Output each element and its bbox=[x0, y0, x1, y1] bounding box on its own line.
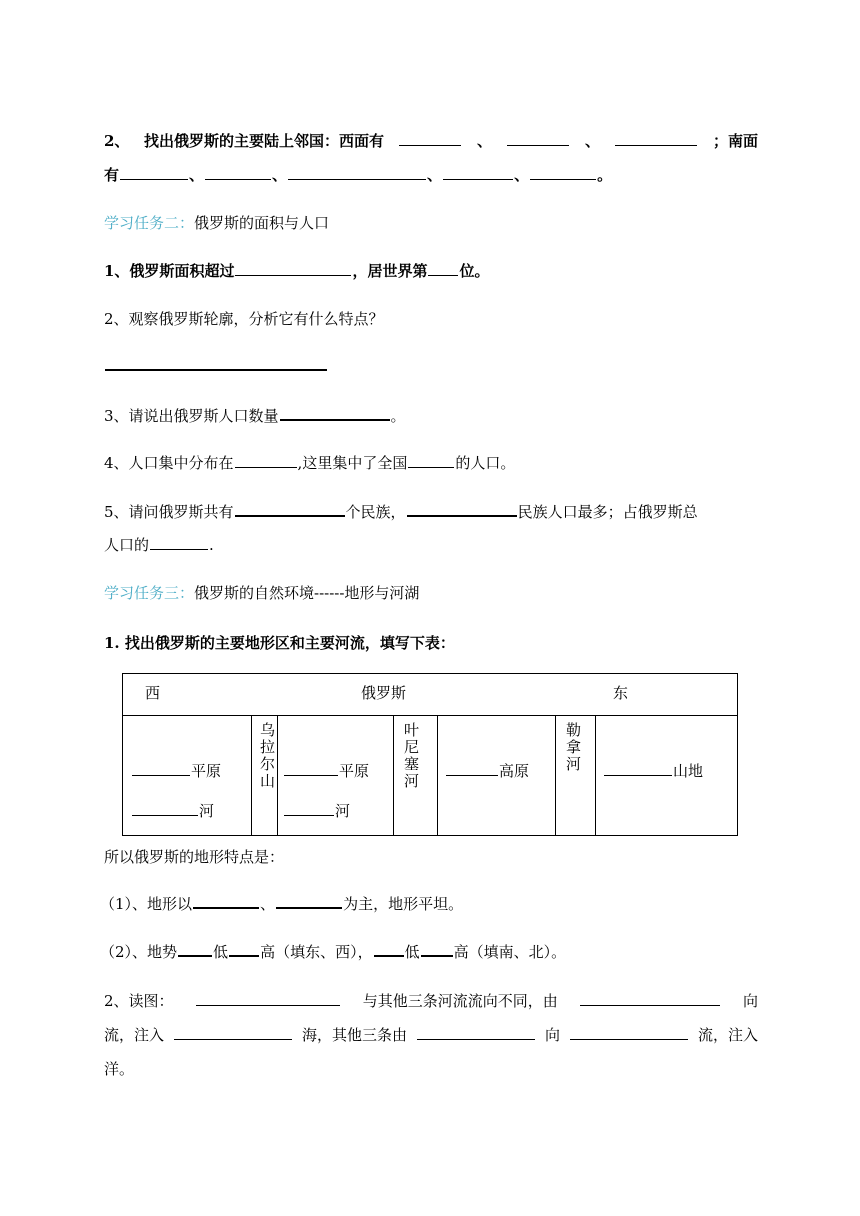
question-text: 高（填东、西）， bbox=[260, 943, 373, 961]
separator: 、 bbox=[584, 132, 600, 150]
question-text: ，居世界第 bbox=[352, 262, 428, 280]
separator: 、 bbox=[514, 166, 530, 184]
blank-field[interactable] bbox=[193, 892, 259, 909]
blank-field[interactable] bbox=[174, 1024, 292, 1040]
terrain-feature-2 bbox=[100, 940, 566, 963]
question-text: 流，注入 bbox=[104, 1026, 165, 1044]
river-cell-2 bbox=[283, 800, 350, 821]
column-divider bbox=[595, 716, 596, 835]
blank-field[interactable] bbox=[178, 940, 212, 957]
question-text: 为主，地形平坦。 bbox=[343, 895, 464, 913]
blank-field[interactable] bbox=[570, 1024, 688, 1040]
question-text: （1）、地形以 bbox=[100, 895, 193, 913]
blank-field[interactable] bbox=[507, 130, 569, 146]
blank-field[interactable] bbox=[446, 760, 498, 776]
plain-label: 平原 bbox=[191, 762, 222, 780]
river-direction-line-1 bbox=[104, 990, 758, 1012]
blank-field[interactable] bbox=[428, 260, 458, 276]
mountain-cell bbox=[603, 760, 703, 781]
task-title: 俄罗斯的自然环境------地形与河湖 bbox=[194, 584, 420, 602]
blank-field[interactable] bbox=[105, 354, 327, 371]
blank-field[interactable] bbox=[374, 940, 404, 957]
blank-field[interactable] bbox=[132, 800, 198, 816]
question-text: 低 bbox=[213, 943, 229, 961]
column-divider bbox=[277, 716, 278, 835]
header-west: 西 bbox=[145, 684, 161, 702]
question-text: 人口的 bbox=[104, 536, 150, 554]
question-text: 低 bbox=[404, 943, 420, 961]
question-text: 1、俄罗斯面积超过 bbox=[104, 262, 235, 280]
separator: 、 bbox=[427, 166, 443, 184]
question-number: 2、 bbox=[104, 132, 130, 150]
blank-field[interactable] bbox=[615, 130, 697, 146]
blank-field[interactable] bbox=[150, 534, 208, 550]
ethnic-question-line-1 bbox=[104, 500, 698, 523]
terrain-table bbox=[122, 673, 738, 836]
plateau-label: 高原 bbox=[499, 762, 530, 780]
separator: 、 bbox=[189, 166, 205, 184]
separator: 、 bbox=[272, 166, 288, 184]
question-text: 向 bbox=[544, 1026, 560, 1044]
question-text: 5、请问俄罗斯共有 bbox=[104, 503, 234, 521]
blank-field[interactable] bbox=[235, 500, 345, 517]
blank-field[interactable] bbox=[421, 940, 453, 957]
question-text: 找出俄罗斯的主要陆上邻国：西面有 bbox=[143, 132, 384, 150]
ural-mountains-label: 乌拉尔山 bbox=[258, 722, 276, 790]
question-text: 民族人口最多；占俄罗斯总 bbox=[517, 503, 698, 521]
river-direction-line-3 bbox=[104, 1058, 134, 1080]
question-text: 1. 找出俄罗斯的主要地形区和主要河流，填写下表： bbox=[104, 634, 455, 652]
blank-field[interactable] bbox=[417, 1024, 535, 1040]
question-text: 2、读图： bbox=[104, 992, 174, 1010]
question-text: （2）、地势 bbox=[100, 943, 178, 961]
yenisei-river-label: 叶尼塞河 bbox=[402, 722, 420, 790]
question-text: 向 bbox=[742, 992, 758, 1010]
ethnic-question-line-2 bbox=[104, 534, 214, 556]
blank-field[interactable] bbox=[276, 892, 342, 909]
lena-river-label: 勒拿河 bbox=[564, 722, 582, 773]
table-header-row bbox=[123, 674, 737, 716]
task2-heading bbox=[104, 212, 329, 234]
distribution-question bbox=[104, 452, 515, 474]
outline-question bbox=[104, 308, 384, 330]
blank-field[interactable] bbox=[284, 800, 334, 816]
plain-cell-2 bbox=[283, 760, 369, 781]
blank-field[interactable] bbox=[530, 164, 596, 180]
blank-field[interactable] bbox=[399, 130, 461, 146]
terrain-summary bbox=[104, 846, 284, 868]
blank-field[interactable] bbox=[408, 452, 454, 468]
header-east: 东 bbox=[613, 684, 629, 702]
terrain-table-question bbox=[104, 632, 455, 654]
question-text: 3、请说出俄罗斯人口数量 bbox=[104, 407, 279, 425]
question-text: ,这里集中了全国 bbox=[297, 454, 408, 472]
neighbors-line-1 bbox=[104, 130, 758, 152]
question-text: 个民族， bbox=[345, 503, 406, 521]
header-russia: 俄罗斯 bbox=[361, 684, 407, 702]
separator: 、 bbox=[260, 895, 276, 913]
river-label: 河 bbox=[335, 802, 351, 820]
column-divider bbox=[251, 716, 252, 835]
blank-field[interactable] bbox=[235, 452, 297, 468]
question-text: 的人口。 bbox=[455, 454, 516, 472]
separator: 、 bbox=[476, 132, 492, 150]
blank-field[interactable] bbox=[235, 260, 351, 276]
neighbors-line-2 bbox=[104, 164, 612, 186]
question-text: 流，注入 bbox=[697, 1026, 758, 1044]
question-text: 4、人口集中分布在 bbox=[104, 454, 234, 472]
terrain-feature-1 bbox=[100, 892, 463, 915]
question-text: 位。 bbox=[459, 262, 490, 280]
task-label: 学习任务三： bbox=[104, 584, 195, 602]
outline-answer-line bbox=[104, 354, 328, 377]
separator: 。 bbox=[597, 166, 613, 184]
blank-field[interactable] bbox=[580, 990, 720, 1006]
blank-field[interactable] bbox=[205, 164, 271, 180]
blank-field[interactable] bbox=[120, 164, 188, 180]
plain-label: 平原 bbox=[339, 762, 370, 780]
river-direction-line-2 bbox=[104, 1024, 758, 1046]
question-text: 海，其他三条由 bbox=[301, 1026, 407, 1044]
blank-field[interactable] bbox=[288, 164, 426, 180]
river-label: 河 bbox=[199, 802, 215, 820]
question-text: ；南面 bbox=[712, 132, 758, 150]
question-text: . bbox=[209, 536, 214, 554]
question-text: 。 bbox=[390, 407, 406, 425]
blank-field[interactable] bbox=[443, 164, 513, 180]
area-question bbox=[104, 260, 489, 282]
task-label: 学习任务二： bbox=[104, 214, 195, 232]
question-text: 所以俄罗斯的地形特点是： bbox=[104, 848, 285, 866]
column-divider bbox=[555, 716, 556, 835]
river-cell-1 bbox=[131, 800, 214, 821]
population-question bbox=[104, 404, 406, 427]
task3-heading bbox=[104, 582, 419, 604]
blank-field[interactable] bbox=[229, 940, 259, 957]
column-divider bbox=[437, 716, 438, 835]
question-text: 有 bbox=[104, 166, 120, 184]
blank-field[interactable] bbox=[284, 760, 338, 776]
plain-cell-1 bbox=[131, 760, 221, 781]
blank-field[interactable] bbox=[604, 760, 672, 776]
column-divider bbox=[393, 716, 394, 835]
blank-field[interactable] bbox=[132, 760, 190, 776]
blank-field[interactable] bbox=[196, 990, 340, 1006]
question-text: 洋。 bbox=[104, 1060, 135, 1078]
task-title: 俄罗斯的面积与人口 bbox=[194, 214, 330, 232]
plateau-cell bbox=[445, 760, 529, 781]
question-text: 与其他三条河流流向不同，由 bbox=[362, 992, 558, 1010]
question-text: 高（填南、北）。 bbox=[453, 943, 567, 961]
mountain-label: 山地 bbox=[673, 762, 704, 780]
blank-field[interactable] bbox=[280, 404, 390, 421]
blank-field[interactable] bbox=[407, 500, 517, 517]
question-text: 2、观察俄罗斯轮廓，分析它有什么特点？ bbox=[104, 310, 384, 328]
